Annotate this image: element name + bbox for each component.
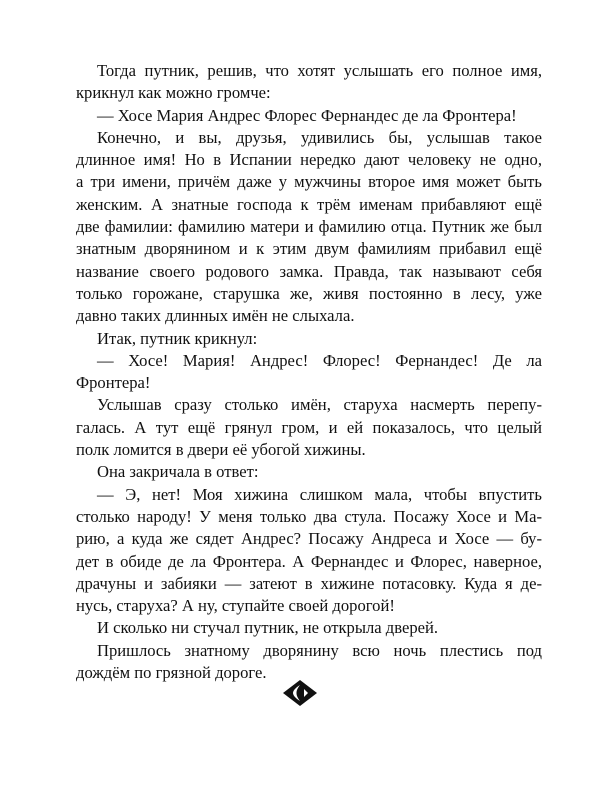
text-line: рию, а куда же сядет Андрес? Посажу Андреса и Хосе — бу- xyxy=(76,529,542,549)
text-line: драчуны и забияки — затеют в хижине потасовку. Куда я де- xyxy=(76,573,542,593)
text-line: знатным дворянином и к этим двум фамилиям прибавил ещё xyxy=(76,239,542,259)
text-line: Пришлось знатному дворянину всю ночь плестись под xyxy=(97,640,542,660)
text-line: длинное имя! Но в Испании нередко дают человеку не одно, xyxy=(76,150,542,170)
text-line: Она закричала в ответ: xyxy=(97,462,259,482)
text-line: — Хосе! Мария! Андрес! Флорес! Фернандес! Де ла xyxy=(97,350,542,370)
text-line: — Э, нет! Моя хижина слишком мала, чтобы впустить xyxy=(97,484,542,504)
text-line: Конечно, и вы, друзья, удивились бы, услышав такое xyxy=(97,127,542,147)
text-line: дождём по грязной дороге. xyxy=(76,663,267,683)
diamond-ornament-icon xyxy=(282,679,318,707)
text-line: Итак, путник крикнул: xyxy=(97,328,258,348)
text-line: а три имени, причём даже у мужчины второе имя может быть xyxy=(76,172,542,192)
text-line: полк ломится в двери её убогой хижины. xyxy=(76,440,366,460)
text-line: название своего родового замка. Правда, так называют себя xyxy=(76,261,542,281)
text-line: нусь, старуха? А ну, ступайте своей дорогой! xyxy=(76,596,395,616)
text-line: Услышав сразу столько имён, старуха насмерть перепу- xyxy=(97,395,542,415)
text-line: И сколько ни стучал путник, не открыла дверей. xyxy=(97,618,439,638)
text-line: — Хосе Мария Андрес Флорес Фернандес де ла Фронтера! xyxy=(97,105,517,125)
text-line: женским. А знатные господа к трём именам прибавляют ещё xyxy=(76,194,542,214)
text-line: Фронтера! xyxy=(76,373,151,393)
text-line: крикнул как можно громче: xyxy=(76,83,271,103)
text-line: столько народу! У меня только два стула. Посажу Хосе и Ма- xyxy=(76,506,542,526)
text-line: две фамилии: фамилию матери и фамилию отца. Путник же был xyxy=(76,217,542,237)
book-page-text xyxy=(76,60,542,684)
text-line: дет в обиде де ла Фронтера. А Фернандес и Флорес, наверное, xyxy=(76,551,542,571)
text-line: Тогда путник, решив, что хотят услышать его полное имя, xyxy=(97,61,542,80)
text-line: только горожане, старушка же, живя постоянно в лесу, уже xyxy=(76,283,542,303)
text-line: давно таких длинных имён не слыхала. xyxy=(76,306,355,326)
text-line: галась. А тут ещё грянул гром, и ей показалось, что целый xyxy=(76,417,542,437)
